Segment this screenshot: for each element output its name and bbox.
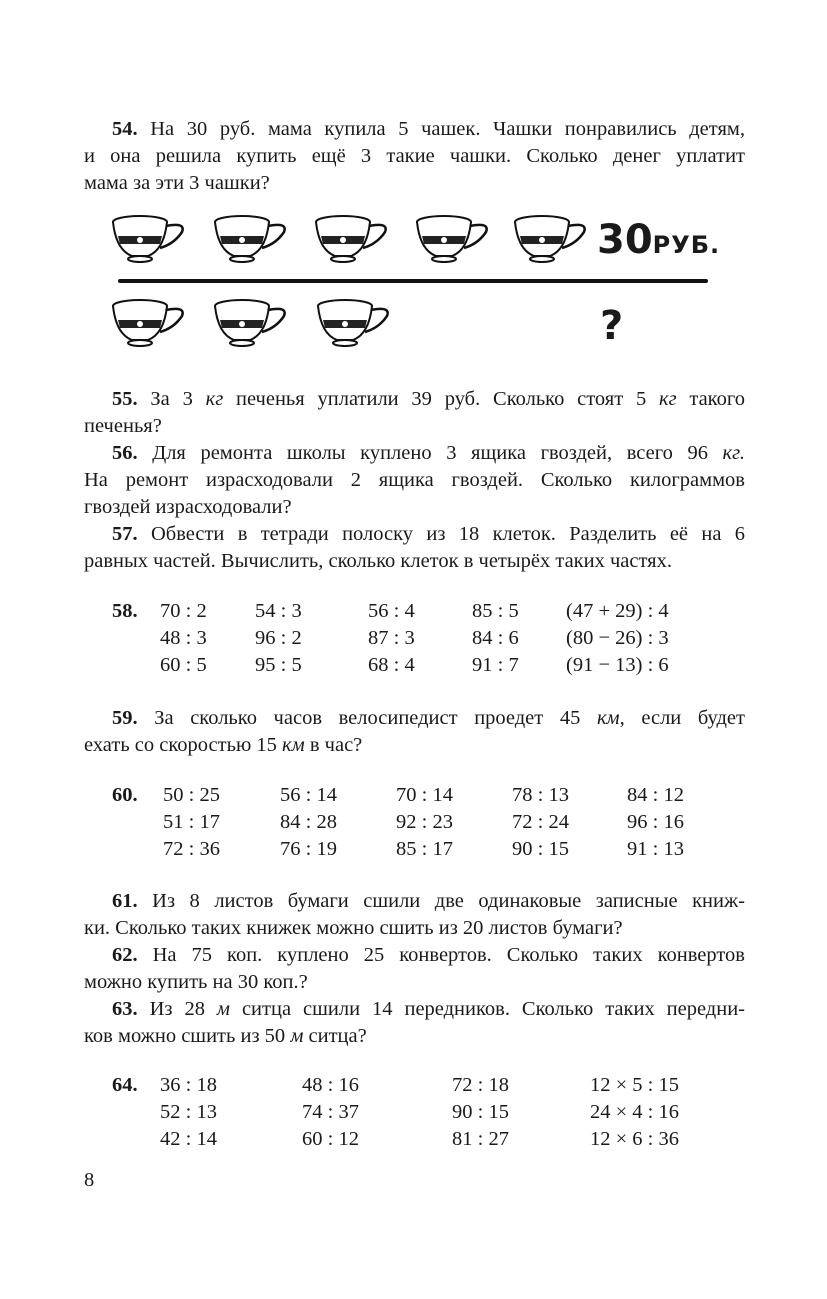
exercise-expression: 54 : 3 [255,600,302,622]
problem-number: 62. [112,944,138,966]
problem-text: Для ремонта школы куплено 3 ящика гвоздей, всего 96 [137,442,723,464]
fraction-line [118,279,708,283]
exercise-number: 64. [112,1074,138,1096]
price-label [597,218,720,267]
problem-text: ки. Сколько таких книжек можно сшить из 20 листов бумаги? [84,917,623,939]
unit-text: кг [658,388,677,410]
exercise-expression: 72 : 18 [452,1074,509,1096]
unit-text: м [290,1025,304,1047]
problem-text: такого [676,388,745,410]
problem-number: 54. [112,118,138,140]
exercise-expression: 60 : 5 [160,654,207,676]
cup-icon [212,214,290,266]
exercise-expression: 24 × 4 : 16 [590,1101,680,1123]
problem-number: 59. [112,707,138,729]
exercise-expression: 74 : 37 [302,1101,359,1123]
problem-56-line [84,440,745,467]
exercise-expression: 78 : 13 [512,784,569,806]
problem-number: 56. [112,442,138,464]
exercise-expression: 85 : 17 [396,838,453,860]
unknown-price: ? [600,303,624,349]
exercise-number: 58. [112,600,138,622]
problem-text: Обвести в тетради полоску из 18 клеток. Разделить её на 6 [137,523,745,545]
problem-number: 63. [112,998,138,1020]
exercise-expression: 56 : 4 [368,600,415,622]
problem-62-line [84,942,745,969]
problem-61-line [84,915,745,942]
exercise-expression: 70 : 2 [160,600,207,622]
exercise-expression: 90 : 15 [452,1101,509,1123]
exercise-expression: 50 : 25 [163,784,220,806]
problem-text: ситца сшили 14 передников. Сколько таких передни- [230,998,745,1020]
cup-icon [110,298,188,350]
price-number: 30 [597,217,653,263]
problem-text: За 3 [137,388,206,410]
problem-text: На 75 коп. куплено 25 конвертов. Сколько таких конвертов [137,944,745,966]
exercise-expression: (80 − 26) : 3 [566,627,669,649]
cup-icon [110,214,188,266]
exercise-expression: 76 : 19 [280,838,337,860]
problem-59-line [84,705,745,732]
problem-text: гвоздей израсходовали? [84,496,292,518]
exercise-expression: 90 : 15 [512,838,569,860]
problem-text: в час? [304,734,363,756]
exercise-expression: 72 : 36 [163,838,220,860]
exercise-expression: 60 : 12 [302,1128,359,1150]
problem-63-line [84,1023,745,1050]
exercise-expression: 84 : 6 [472,627,519,649]
problem-text: и она решила купить ещё 3 такие чашки. Сколько денег уплатит [84,145,745,167]
exercise-expression: 96 : 2 [255,627,302,649]
problem-text: На 30 руб. мама купила 5 чашек. Чашки понравились детям, [137,118,745,140]
exercise-expression: 56 : 14 [280,784,337,806]
problem-56-line [84,494,745,521]
exercise-expression: 92 : 23 [396,811,453,833]
problem-text: , если будет [619,707,745,729]
exercise-expression: 95 : 5 [255,654,302,676]
problem-text: На ремонт израсходовали 2 ящика гвоздей. Сколько килограммов [84,469,745,491]
exercise-expression: 72 : 24 [512,811,569,833]
exercise-expression: 12 × 6 : 36 [590,1128,680,1150]
problem-57-line [84,521,745,548]
unit-text: км [596,707,620,729]
exercise-expression: 48 : 16 [302,1074,359,1096]
problem-text: ситца? [303,1025,367,1047]
problem-text: За сколько часов велосипедист проедет 45 [137,707,597,729]
problem-54-line [84,170,745,197]
exercise-expression: (47 + 29) : 4 [566,600,669,622]
unit-text: кг. [722,442,745,464]
problem-55-line [84,413,745,440]
problem-56-line [84,467,745,494]
problem-59-line [84,732,745,759]
exercise-expression: 84 : 12 [627,784,684,806]
exercise-expression: 91 : 13 [627,838,684,860]
problem-63-line [84,996,745,1023]
problem-number: 55. [112,388,138,410]
cup-icon [414,214,492,266]
exercise-expression: 96 : 16 [627,811,684,833]
problem-57-line [84,548,745,575]
exercise-expression: 52 : 13 [160,1101,217,1123]
exercise-expression: 87 : 3 [368,627,415,649]
problem-number: 57. [112,523,138,545]
cup-icon [212,298,290,350]
exercise-expression: 70 : 14 [396,784,453,806]
exercise-expression: 51 : 17 [163,811,220,833]
exercise-expression: 36 : 18 [160,1074,217,1096]
problem-54-line [84,143,745,170]
exercise-expression: 48 : 3 [160,627,207,649]
unit-text: км [282,734,305,756]
cup-icon [313,214,391,266]
problem-text: ков можно сшить из 50 [84,1025,291,1047]
problem-62-line [84,969,745,996]
problem-text: печенья уплатили 39 руб. Сколько стоят 5 [223,388,659,410]
exercise-expression: 84 : 28 [280,811,337,833]
problem-text: ехать со скоростью 15 [84,734,283,756]
problem-text: печенья? [84,415,162,437]
problem-text: Из 28 [137,998,217,1020]
problem-text: равных частей. Вычислить, сколько клеток в четырёх таких частях. [84,550,672,572]
cup-icon [315,298,393,350]
problem-number: 61. [112,890,138,912]
price-unit: РУБ. [652,231,721,259]
exercise-expression: 42 : 14 [160,1128,217,1150]
problem-text: мама за эти 3 чашки? [84,172,270,194]
exercise-expression: 85 : 5 [472,600,519,622]
problem-text: Из 8 листов бумаги сшили две одинаковые записные книж- [137,890,745,912]
exercise-expression: 12 × 5 : 15 [590,1074,680,1096]
exercise-expression: (91 − 13) : 6 [566,654,669,676]
cup-icon [512,214,590,266]
problem-54-line [84,116,745,143]
problem-55-line [84,386,745,413]
page-number: 8 [84,1169,95,1191]
unit-text: м [216,998,230,1020]
exercise-expression: 68 : 4 [368,654,415,676]
problem-61-line [84,888,745,915]
exercise-expression: 91 : 7 [472,654,519,676]
problem-text: можно купить на 30 коп.? [84,971,308,993]
unit-text: кг [205,388,224,410]
exercise-expression: 81 : 27 [452,1128,509,1150]
exercise-number: 60. [112,784,138,806]
